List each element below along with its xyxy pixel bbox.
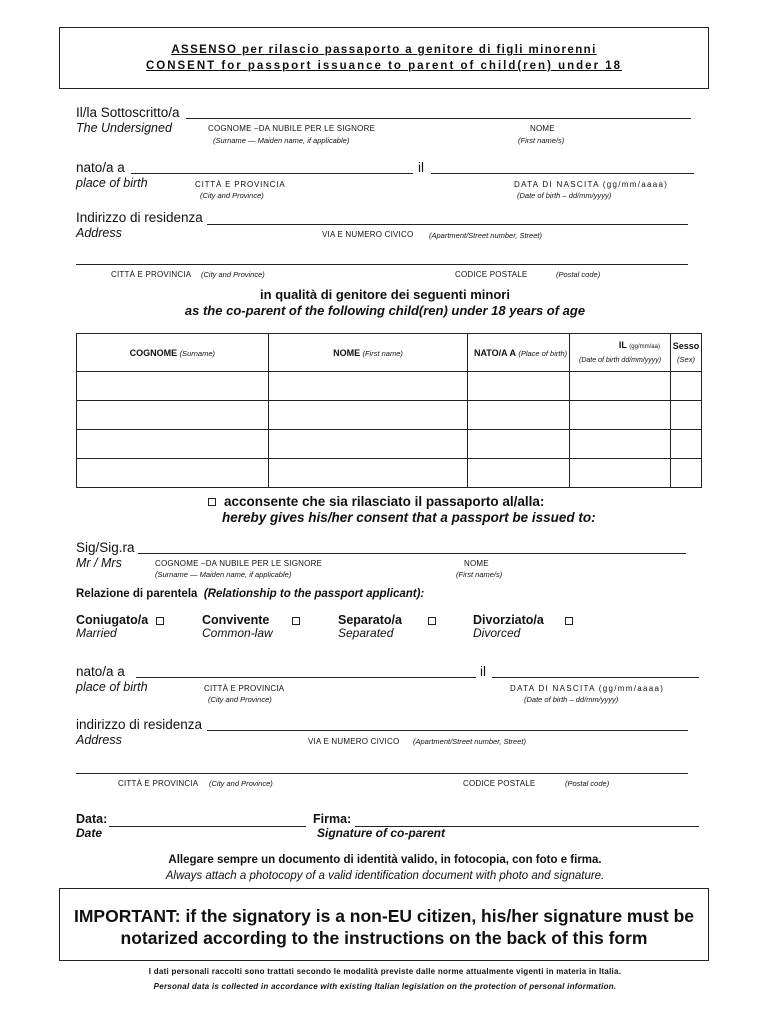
cell-surname[interactable] (77, 401, 269, 430)
option-married-label-en: Married (76, 626, 117, 640)
applicant-name-label: NOME (464, 559, 489, 568)
birth2-city-hint: (City and Province) (208, 695, 272, 704)
birth2-place-field[interactable] (136, 677, 476, 678)
col-sex: Sesso (Sex) (670, 334, 701, 372)
signature-label-en: Signature of co-parent (317, 826, 446, 840)
option-separated-checkbox[interactable] (428, 617, 436, 625)
birth1-place-field[interactable] (131, 173, 413, 174)
minors-title-it: in qualità di genitore dei seguenti minori (260, 287, 510, 302)
cell-surname[interactable] (77, 430, 269, 459)
address2-postal-label: CODICE POSTALE (463, 779, 536, 788)
address2-postal-hint: (Postal code) (565, 779, 610, 788)
address2-city-hint: (City and Province) (209, 779, 273, 788)
date-label-en: Date (76, 826, 103, 840)
birth2-date-hint: (Date of birth – dd/mm/yyyy) (524, 695, 619, 704)
birth1-date-field[interactable] (431, 173, 694, 174)
cell-date[interactable] (570, 372, 671, 401)
cell-date[interactable] (570, 430, 671, 459)
cell-date[interactable] (570, 401, 671, 430)
address1-postal-label: CODICE POSTALE (455, 270, 528, 279)
option-commonlaw-label-it: Convivente (202, 613, 270, 627)
address2-label-it: indirizzo di residenza (76, 717, 203, 732)
table-row (77, 372, 702, 401)
table-row (77, 430, 702, 459)
applicant-name-hint: (First name/s) (456, 570, 503, 579)
birth1-city-hint: (City and Province) (200, 191, 264, 200)
applicant-surname-hint: (Surname — Maiden name, if applicable) (155, 570, 292, 579)
col-date: IL (gg/mm/aa) (Date of birth dd/mm/yyyy) (570, 334, 671, 372)
option-divorced-label-en: Divorced (473, 626, 521, 640)
address1-street-label: VIA E NUMERO CIVICO (322, 230, 414, 239)
option-commonlaw-label-en: Common-law (202, 626, 273, 640)
address1-city-label: CITTÀ E PROVINCIA (111, 270, 192, 279)
undersigned-surname-hint: (Surname — Maiden name, if applicable) (213, 136, 350, 145)
attach-note-it: Allegare sempre un documento di identità valido, in fotocopia, con foto e firma. (168, 854, 602, 866)
address1-city-field[interactable] (76, 264, 688, 265)
cell-born[interactable] (468, 459, 570, 488)
header-box (59, 27, 709, 89)
address2-street-label: VIA E NUMERO CIVICO (308, 737, 400, 746)
date-field[interactable] (109, 826, 306, 827)
address1-label-it: Indirizzo di residenza (76, 210, 203, 225)
minors-table-header (77, 334, 702, 372)
address2-city-field[interactable] (76, 773, 688, 774)
header-title-en: CONSENT for passport issuance to parent of child(ren) under 18 (145, 60, 623, 72)
birth1-label-it: nato/a a (76, 160, 125, 175)
address1-street-field[interactable] (207, 224, 688, 225)
address2-street-field[interactable] (207, 730, 688, 731)
birth2-label-en: place of birth (76, 680, 148, 694)
date-label-it: Data: (76, 812, 108, 826)
birth2-date-field[interactable] (492, 677, 699, 678)
table-row (77, 459, 702, 488)
option-married-checkbox[interactable] (156, 617, 164, 625)
privacy-note-it: I dati personali raccolti sono trattati secondo le modalità previste dalle norme attualmente vigenti in materia in Italia. (148, 967, 622, 976)
cell-born[interactable] (468, 430, 570, 459)
important-line-2: notarized according to the instructions on the back of this form (120, 928, 648, 948)
col-name: NOME (First name) (268, 334, 468, 372)
header-title-it: ASSENSO per rilascio passaporto a genitore di figli minorenni (171, 44, 597, 56)
undersigned-name-label: NOME (530, 124, 555, 133)
address2-city-label: CITTÀ E PROVINCIA (118, 779, 199, 788)
cell-sex[interactable] (670, 430, 701, 459)
address1-street-hint: (Apartment/Street number, Street) (429, 231, 542, 240)
relationship-label: Relazione di parentela (Relationship to the passport applicant): (76, 588, 425, 600)
cell-name[interactable] (268, 372, 468, 401)
undersigned-label-it: Il/la Sottoscritto/a (76, 105, 180, 120)
option-separated-label-it: Separato/a (338, 613, 402, 627)
cell-name[interactable] (268, 459, 468, 488)
undersigned-surname-label: COGNOME –DA NUBILE PER LE SIGNORE (208, 124, 376, 133)
birth2-date-label: DATA DI NASCITA (gg/mm/aaaa) (510, 684, 665, 693)
address2-street-hint: (Apartment/Street number, Street) (413, 737, 526, 746)
address1-city-hint: (City and Province) (201, 270, 265, 279)
applicant-field[interactable] (138, 553, 686, 554)
birth2-il: il (480, 664, 486, 679)
cell-sex[interactable] (670, 372, 701, 401)
applicant-surname-label: COGNOME –DA NUBILE PER LE SIGNORE (155, 559, 323, 568)
birth2-label-it: nato/a a (76, 664, 125, 679)
option-commonlaw-checkbox[interactable] (292, 617, 300, 625)
consent-text-en: hereby gives his/her consent that a passport be issued to: (222, 510, 596, 525)
important-notice-box (59, 888, 709, 961)
birth1-date-hint: (Date of birth – dd/mm/yyyy) (517, 191, 612, 200)
cell-name[interactable] (268, 430, 468, 459)
applicant-label-en: Mr / Mrs (76, 556, 122, 570)
cell-born[interactable] (468, 401, 570, 430)
applicant-label-it: Sig/Sig.ra (76, 540, 135, 555)
signature-field[interactable] (355, 826, 699, 827)
cell-date[interactable] (570, 459, 671, 488)
address1-postal-hint: (Postal code) (556, 270, 601, 279)
col-born: NATO/A A (Place of birth) (468, 334, 570, 372)
cell-surname[interactable] (77, 459, 269, 488)
cell-name[interactable] (268, 401, 468, 430)
cell-born[interactable] (468, 372, 570, 401)
col-surname: COGNOME (Surname) (77, 334, 269, 372)
undersigned-name-hint: (First name/s) (518, 136, 565, 145)
cell-surname[interactable] (77, 372, 269, 401)
option-separated-label-en: Separated (338, 626, 394, 640)
consent-checkbox[interactable] (208, 498, 216, 506)
consent-text-it: acconsente che sia rilasciato il passaporto al/alla: (224, 494, 545, 509)
cell-sex[interactable] (670, 459, 701, 488)
table-row (77, 401, 702, 430)
minors-table (76, 333, 702, 488)
birth1-label-en: place of birth (76, 176, 148, 190)
address2-label-en: Address (76, 733, 122, 747)
undersigned-field[interactable] (186, 118, 691, 119)
birth1-city-label: CITTÀ E PROVINCIA (195, 180, 286, 189)
option-married-label-it: Coniugato/a (76, 613, 149, 627)
signature-label-it: Firma: (313, 812, 352, 826)
important-line-1: IMPORTANT: if the signatory is a non-EU citizen, his/her signature must be (73, 906, 695, 926)
option-divorced-label-it: Divorziato/a (473, 613, 544, 627)
birth1-il: il (418, 160, 424, 175)
minors-title-en: as the co-parent of the following child(ren) under 18 years of age (184, 303, 586, 318)
birth2-city-label: CITTÀ E PROVINCIA (204, 684, 285, 693)
attach-note-en: Always attach a photocopy of a valid identification document with photo and signature. (165, 870, 605, 882)
birth1-date-label: DATA DI NASCITA (gg/mm/aaaa) (514, 180, 669, 189)
undersigned-label-en: The Undersigned (76, 121, 172, 135)
privacy-note-en: Personal data is collected in accordance with existing Italian legislation on the protection of personal information. (153, 982, 617, 991)
address1-label-en: Address (76, 226, 122, 240)
option-divorced-checkbox[interactable] (565, 617, 573, 625)
cell-sex[interactable] (670, 401, 701, 430)
